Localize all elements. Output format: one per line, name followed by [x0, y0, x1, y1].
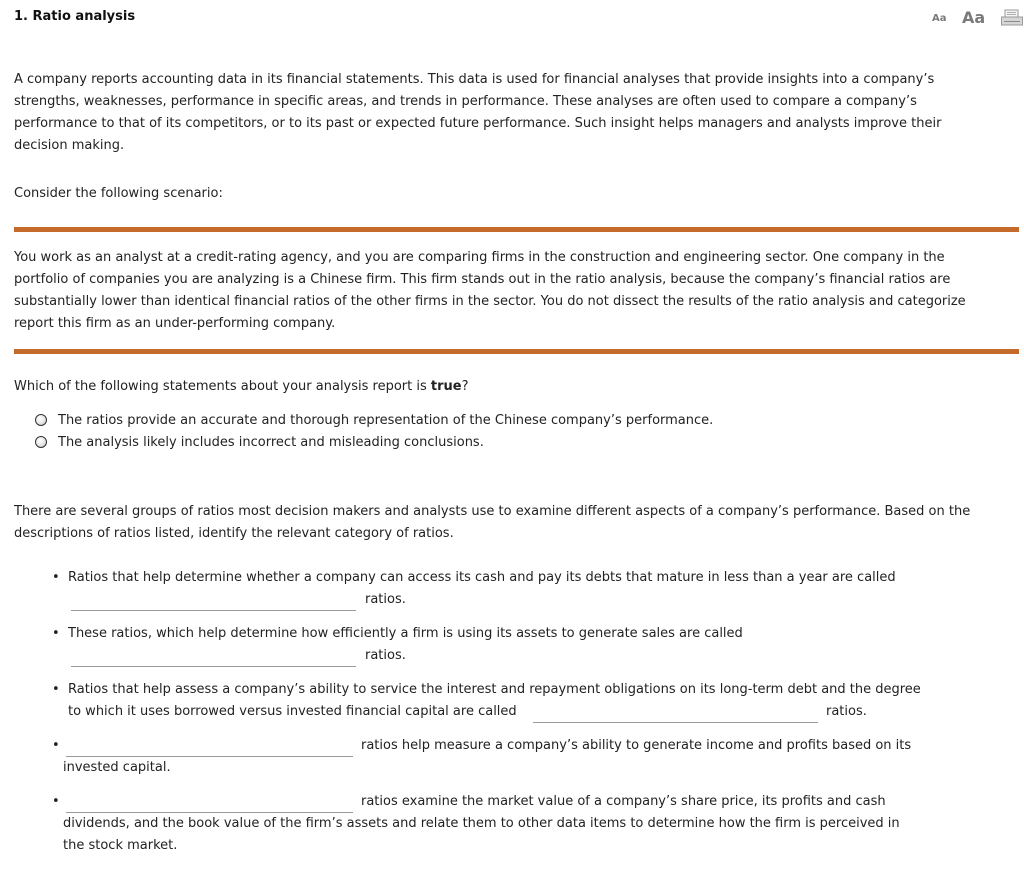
bullet-2-text: These ratios, which help determine how efficiently a firm is using its assets to generate sales are called — [68, 626, 743, 641]
question-suffix: ? — [461, 379, 469, 394]
scenario-line: You work as an analyst at a credit-rating agency, and you are comparing firms in the construction and engineering sector. One company in the — [14, 250, 945, 265]
debt-management-answer-input[interactable] — [533, 708, 818, 723]
intro-line: strengths, weaknesses, performance in specific areas, and trends in performance. These analyses are often used to compare a company’s — [14, 94, 917, 109]
bullet-5-text: ratios examine the market value of a company’s share price, its profits and cash — [361, 794, 886, 809]
asset-management-answer-input[interactable] — [71, 652, 356, 667]
question-prefix: Which of the following statements about your analysis report is — [14, 379, 431, 394]
bullet-3-text-line2: to which it uses borrowed versus invested financial capital are called — [68, 704, 517, 719]
groups-intro-line: descriptions of ratios listed, identify the relevant category of ratios. — [14, 526, 454, 541]
bullet-1-suffix: ratios. — [365, 592, 406, 607]
toolbar — [924, 8, 1024, 30]
scenario-top-divider — [14, 227, 1019, 232]
bullet-4-text: ratios help measure a company’s ability to generate income and profits based on its — [361, 738, 912, 753]
scenario-line: substantially lower than identical financial ratios of the other firms in the sector. You do not dissect the results of the ratio analysis and categorize — [14, 294, 966, 309]
bullet-5-text-line3: the stock market. — [63, 838, 178, 853]
print-icon[interactable] — [1000, 9, 1024, 27]
option-2[interactable] — [35, 432, 484, 452]
bullet-3-text: Ratios that help assess a company’s ability to service the interest and repayment obligations on its long-term debt and the degree — [68, 682, 921, 697]
groups-intro-line: There are several groups of ratios most decision makers and analysts use to examine different aspects of a company’s performance. Based on the — [14, 504, 971, 519]
bullet-4-text-line2: invested capital. — [63, 760, 171, 775]
option-1[interactable] — [35, 410, 713, 430]
bullet-3-suffix: ratios. — [826, 704, 867, 719]
radio-button[interactable] — [35, 436, 47, 448]
bullet-1-marker: • — [52, 570, 60, 585]
question-text — [14, 376, 1004, 398]
scenario-line: report this firm as an under-performing company. — [14, 316, 336, 331]
intro-paragraph — [14, 69, 1004, 157]
bullet-1-text: Ratios that help determine whether a company can access its cash and pay its debts that mature in less than a year are called — [68, 570, 896, 585]
option-label: The ratios provide an accurate and thorough representation of the Chinese company’s performance. — [58, 412, 714, 428]
page-title: 1. Ratio analysis — [14, 9, 136, 24]
market-value-answer-input[interactable] — [66, 798, 353, 813]
intro-line: A company reports accounting data in its financial statements. This data is used for financial analyses that provide insights into a company’s — [14, 72, 935, 87]
question-emphasis: true — [430, 379, 462, 394]
option-label: The analysis likely includes incorrect and misleading conclusions. — [58, 434, 484, 450]
decrease-font-button[interactable]: Aa — [932, 13, 947, 24]
bullet-2-marker: • — [52, 626, 60, 641]
increase-font-button[interactable]: Aa — [962, 8, 986, 27]
intro-line: decision making. — [14, 138, 125, 153]
groups-intro-paragraph — [14, 501, 1004, 545]
bullet-5-marker: • — [52, 794, 60, 809]
consider-text: Consider the following scenario: — [14, 186, 223, 201]
bullet-3-marker: • — [52, 682, 60, 697]
scenario-line: portfolio of companies you are analyzing is a Chinese firm. This firm stands out in the ratio analysis, because the company’s financial ratios are — [14, 272, 951, 287]
bullet-4-marker: • — [52, 738, 60, 753]
scenario-bottom-divider — [14, 349, 1019, 354]
bullet-5-text-line2: dividends, and the book value of the firm’s assets and relate them to other data items to determine how the firm is perceived in — [63, 816, 900, 831]
scenario-paragraph — [14, 247, 1004, 335]
liquidity-answer-input[interactable] — [71, 596, 356, 611]
bullet-2-suffix: ratios. — [365, 648, 406, 663]
intro-line: performance to that of its competitors, or to its past or expected future performance. Such insight helps managers and analysts improve their — [14, 116, 942, 131]
profitability-answer-input[interactable] — [66, 742, 353, 757]
radio-button[interactable] — [35, 414, 47, 426]
